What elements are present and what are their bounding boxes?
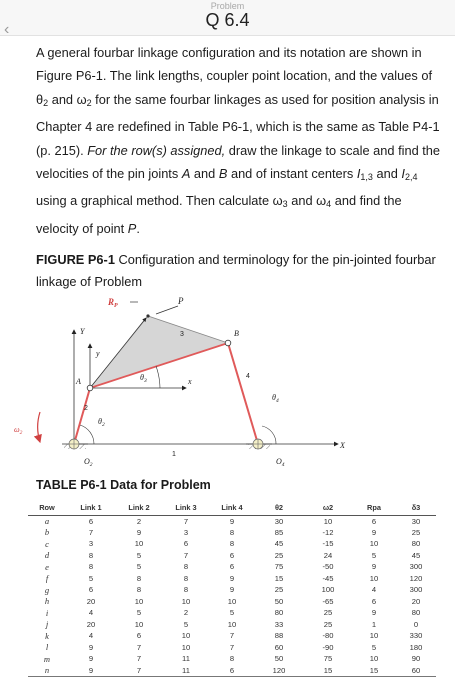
fourbar-linkage-diagram: [10, 292, 430, 474]
row-label: a: [44, 516, 50, 526]
row-label: d: [44, 550, 50, 561]
table-cell: 7: [88, 527, 94, 537]
table-cell: 5: [229, 608, 235, 618]
table-cell: -50: [322, 562, 334, 572]
table-cell: 20: [86, 596, 96, 606]
table-cell: 8: [229, 654, 235, 664]
table-cell: 80: [411, 608, 421, 618]
label-p: P: [178, 296, 184, 306]
output-link-4: [228, 343, 258, 444]
table-cell: 11: [182, 665, 190, 675]
table-cell: 5: [371, 550, 377, 560]
table-row: [28, 550, 436, 562]
table-header-row: [28, 501, 436, 515]
table-cell: 85: [274, 527, 284, 537]
label-theta3: $\theta_3$: [140, 373, 147, 384]
table-cell: 9: [229, 585, 235, 595]
label-rp: $R_P$: [108, 297, 118, 309]
table-cell: 6: [88, 516, 94, 526]
table-row: [28, 584, 436, 596]
table-cell: 8: [88, 562, 94, 572]
table-cell: 8: [183, 573, 189, 583]
table-cell: -80: [322, 631, 334, 641]
chevron-left-icon[interactable]: ‹: [4, 21, 10, 38]
table-cell: 0: [413, 619, 419, 629]
table-cell: 20: [411, 596, 421, 606]
table-cell: 7: [229, 631, 235, 641]
table-row: [28, 653, 436, 665]
col-header: δ3: [396, 501, 436, 515]
table-bottom-rule: [28, 676, 436, 677]
row-label: l: [45, 642, 49, 653]
col-header: Link 2: [116, 501, 162, 515]
table-row: [28, 607, 436, 619]
table-cell: 20: [86, 619, 96, 629]
table-row: [28, 665, 436, 677]
table-row: [28, 619, 436, 631]
table-cell: 10: [181, 631, 191, 641]
table-cell: 8: [183, 585, 189, 595]
table-cell: 15: [323, 665, 333, 675]
table-cell: 3: [183, 527, 189, 537]
table-cell: 5: [136, 562, 142, 572]
table-cell: 120: [272, 665, 286, 675]
table-cell: 50: [274, 654, 284, 664]
table-cell: 300: [409, 585, 423, 595]
table-cell: 80: [274, 608, 284, 618]
col-header: Link 4: [210, 501, 254, 515]
label-theta2: $\theta_2$: [98, 417, 105, 428]
table-cell: 33: [274, 619, 284, 629]
table-cell: 25: [323, 619, 333, 629]
table-cell: 5: [183, 619, 189, 629]
table-cell: 10: [369, 654, 379, 664]
table-cell: 2: [136, 516, 142, 526]
table-cell: 10: [181, 642, 191, 652]
table-cell: -15: [322, 539, 334, 549]
table-cell: 8: [88, 550, 94, 560]
table-cell: 9: [88, 654, 94, 664]
table-cell: 4: [88, 608, 94, 618]
table-cell: 60: [274, 642, 284, 652]
row-label: n: [44, 665, 50, 676]
table-cell: 9: [88, 642, 94, 652]
table-cell: 80: [411, 539, 421, 549]
page-title: Q 6.4: [205, 10, 250, 30]
table-cell: 10: [369, 573, 379, 583]
row-label: e: [45, 561, 49, 572]
table-cell: 10: [369, 539, 379, 549]
table-cell: 100: [321, 585, 335, 595]
pin-a: [87, 385, 93, 391]
table-cell: 8: [183, 562, 189, 572]
table-cell: 8: [136, 585, 142, 595]
table-cell: 25: [274, 585, 284, 595]
ground-o2: [62, 439, 88, 449]
table-cell: 30: [411, 516, 421, 526]
col-header: ω2: [304, 501, 352, 515]
table-cell: 6: [371, 516, 377, 526]
table-cell: 120: [409, 573, 423, 583]
table-cell: 10: [227, 596, 237, 606]
row-label: k: [45, 630, 49, 641]
table-cell: 7: [136, 665, 142, 675]
table-cell: 7: [136, 654, 142, 664]
table-row: [28, 630, 436, 642]
label-O4: $O_4$: [276, 457, 285, 468]
table-cell: 10: [227, 619, 237, 629]
row-label: i: [45, 607, 49, 618]
table-cell: 6: [183, 539, 189, 549]
table-cell: 5: [136, 550, 142, 560]
table-cell: 9: [371, 562, 377, 572]
table-cell: -45: [322, 573, 334, 583]
col-header: Rpa: [352, 501, 396, 515]
table-cell: 2: [183, 608, 189, 618]
label-y: y: [96, 349, 100, 358]
table-cell: 330: [409, 631, 423, 641]
col-header: Row: [28, 501, 66, 515]
table-cell: 90: [411, 654, 421, 664]
table-cell: 7: [136, 642, 142, 652]
table-cell: 88: [274, 631, 284, 641]
table-cell: 8: [136, 573, 142, 583]
figure-caption: FIGURE P6-1 Configuration and terminology for the pin-jointed fourbar linkage of Problem: [36, 252, 436, 289]
input-link-2: [74, 388, 90, 444]
row-label: g: [44, 584, 50, 595]
table-cell: 1: [371, 619, 377, 629]
table-cell: 5: [88, 573, 94, 583]
table-cell: 9: [371, 527, 377, 537]
theta3-arc: [156, 366, 160, 388]
table-cell: 8: [229, 527, 235, 537]
table-row: [28, 642, 436, 654]
table-row: [28, 538, 436, 550]
table-cell: 9: [229, 516, 235, 526]
problem-statement: A general fourbar linkage configuration and its notation are shown in Figure P6-1. The link lengths, coupler point location, and the values of $\theta_2$ and $\omega_2$ for the same fourbar linkages as used for position analysis in Chapter 4 are redefined in Table P6-1, which is the same as Table P4-1 (p. 215). For the row(s) assigned, draw the linkage to scale and find the velocities of the pin joints A and B and of instant centers $I_{1,3}$ and $I_{2,4}$ using a graphical method. Then calculate $\omega_3$ and $\omega_4$ and find the velocity of point P.: [36, 45, 441, 236]
ground-o4: [246, 439, 272, 449]
table-cell: 6: [371, 596, 377, 606]
label-link-1: 1: [172, 451, 176, 458]
table-cell: 6: [229, 550, 235, 560]
table-cell: 10: [134, 539, 144, 549]
label-O2: $O_2$: [84, 457, 93, 468]
label-x: x: [188, 377, 192, 386]
table-cell: 75: [323, 654, 333, 664]
table-cell: 45: [274, 539, 284, 549]
label-A: A: [76, 377, 81, 386]
col-header: Link 3: [162, 501, 210, 515]
row-label: c: [45, 538, 49, 549]
table-row: [28, 573, 436, 585]
label-B: B: [234, 329, 239, 338]
header-bar: [0, 0, 455, 36]
table-cell: 180: [409, 642, 423, 652]
table-cell: 7: [229, 642, 235, 652]
table-cell: 24: [323, 550, 333, 560]
table-cell: 10: [181, 596, 191, 606]
table-cell: -65: [322, 596, 334, 606]
table-cell: -12: [322, 527, 334, 537]
label-link-3: 3: [180, 331, 184, 338]
table-cell: 4: [88, 631, 94, 641]
table-cell: -90: [322, 642, 334, 652]
table-cell: 45: [411, 550, 421, 560]
table-cell: 6: [229, 665, 235, 675]
table-cell: 3: [88, 539, 94, 549]
row-label: f: [45, 573, 49, 584]
table-cell: 6: [136, 631, 142, 641]
table-cell: 10: [323, 516, 333, 526]
table-row: [28, 515, 436, 527]
table-cell: 5: [136, 608, 142, 618]
table-cell: 6: [88, 585, 94, 595]
theta4-arc: [262, 426, 276, 444]
table-cell: 9: [229, 573, 235, 583]
table-row: [28, 596, 436, 608]
pin-b: [225, 340, 231, 346]
table-cell: 15: [369, 665, 379, 675]
table-cell: 60: [411, 665, 421, 675]
row-label: m: [43, 653, 51, 664]
table-cell: 9: [136, 527, 142, 537]
label-theta4: $\theta_4$: [272, 393, 279, 404]
row-label: h: [44, 596, 50, 607]
table-cell: 10: [369, 631, 379, 641]
table-cell: 300: [409, 562, 423, 572]
table-row: [28, 561, 436, 573]
label-omega2: $\omega_2$: [14, 425, 23, 436]
point-p: [146, 314, 149, 317]
table-cell: 25: [411, 527, 421, 537]
row-label: b: [44, 527, 50, 538]
table-cell: 9: [88, 665, 94, 675]
table-cell: 4: [371, 585, 377, 595]
table-cell: 8: [229, 539, 235, 549]
label-link-4: 4: [246, 373, 250, 380]
table-cell: 6: [229, 562, 235, 572]
table-cell: 5: [371, 642, 377, 652]
table-cell: 75: [274, 562, 284, 572]
omega2-arc: [38, 412, 40, 442]
label-link-2: 2: [84, 405, 88, 412]
table-cell: 15: [274, 573, 284, 583]
label-X: X: [340, 441, 345, 450]
table-cell: 9: [371, 608, 377, 618]
row-label: j: [45, 619, 49, 630]
p-leader: [156, 306, 178, 314]
table-cell: 10: [134, 596, 144, 606]
label-Y: Y: [80, 327, 85, 336]
theta2-arc: [80, 425, 94, 444]
table-cell: 7: [183, 516, 189, 526]
table-cell: 30: [274, 516, 284, 526]
data-table: [28, 501, 436, 676]
table-row: [28, 527, 436, 539]
section-label: Problem: [210, 1, 245, 11]
table-title: TABLE P6-1 Data for Problem: [36, 478, 211, 492]
table-cell: 50: [274, 596, 284, 606]
table-cell: 10: [134, 619, 144, 629]
table-cell: 25: [274, 550, 284, 560]
table-cell: 11: [182, 654, 190, 664]
table-cell: 25: [323, 608, 333, 618]
col-header: Link 1: [66, 501, 116, 515]
col-header: θ2: [254, 501, 304, 515]
table-cell: 7: [183, 550, 189, 560]
